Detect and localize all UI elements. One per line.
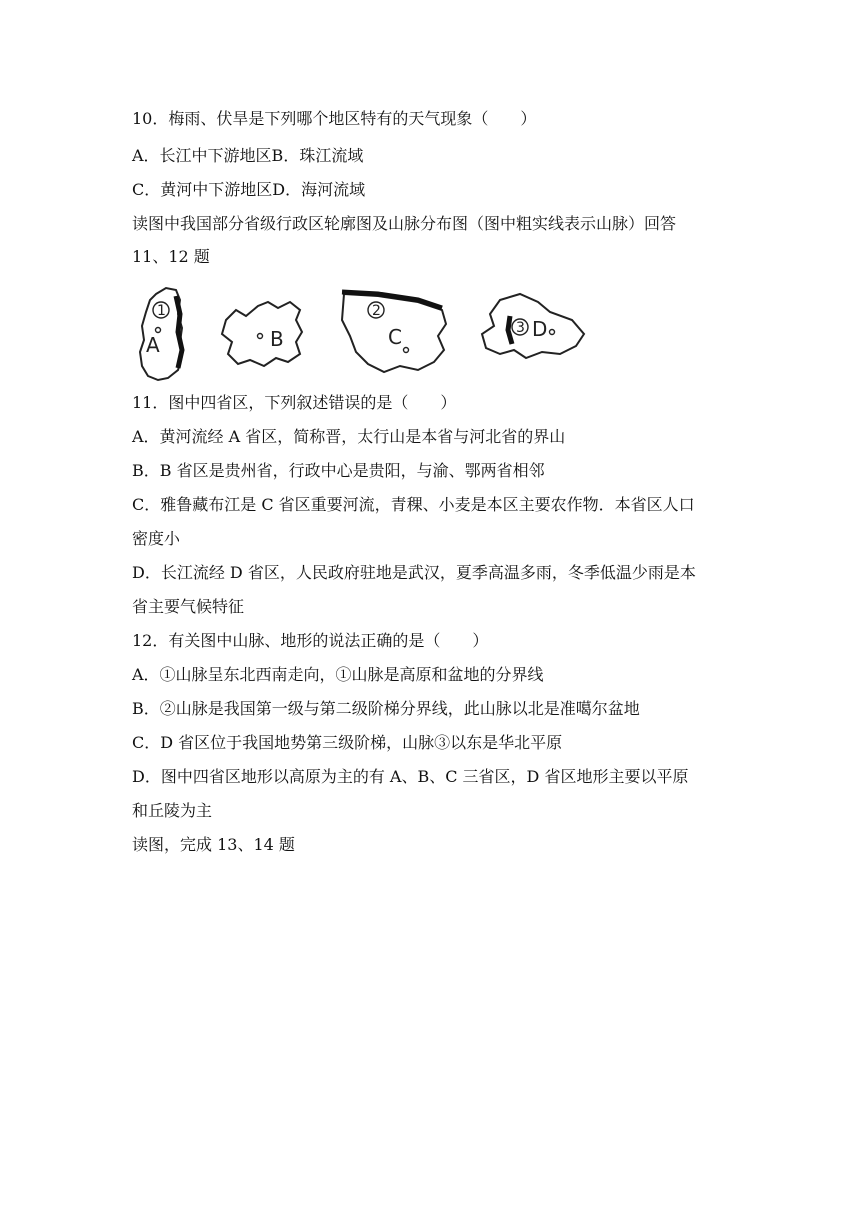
- q12-stem: 12．有关图中山脉、地形的说法正确的是（ ）: [132, 631, 489, 650]
- q12-option-c: C．D 省区位于我国地势第三级阶梯，山脉③以东是华北平原: [132, 733, 563, 752]
- intro-11-12-line1: 读图中我国部分省级行政区轮廓图及山脉分布图（图中粗实线表示山脉）回答: [132, 214, 677, 233]
- province-outline-figure: [128, 280, 598, 382]
- province-outline-svg: [128, 280, 598, 382]
- q11-option-d-line2: 省主要气候特征: [132, 597, 245, 616]
- q10-option-ab: A．长江中下游地区B．珠江流域: [132, 146, 364, 165]
- q11-option-b: B．B 省区是贵州省，行政中心是贵阳，与渝、鄂两省相邻: [132, 461, 545, 480]
- q12-option-d-line1: D．图中四省区地形以高原为主的有 A、B、C 三省区，D 省区地形主要以平原: [132, 767, 689, 786]
- svg-text:2: 2: [372, 303, 381, 319]
- q12-option-d-line2: 和丘陵为主: [132, 801, 213, 820]
- intro-13-14: 读图，完成 13、14 题: [132, 835, 295, 854]
- q11-option-c-line1: C．雅鲁藏布江是 C 省区重要河流，青稞、小麦是本区主要农作物．本省区人口: [132, 495, 695, 514]
- mountain-2-line: [342, 292, 442, 308]
- intro-11-12-line2: 11、12 题: [132, 247, 210, 266]
- q11-option-d-line1: D．长江流经 D 省区，人民政府驻地是武汉，夏季高温多雨，冬季低温少雨是本: [132, 563, 696, 582]
- svg-text:1: 1: [157, 303, 166, 319]
- province-b-label: B: [270, 327, 284, 351]
- q11-option-c-line2: 密度小: [132, 529, 181, 548]
- province-d-label: D: [532, 317, 548, 341]
- svg-text:3: 3: [516, 320, 525, 336]
- province-a-label: A: [146, 333, 160, 357]
- q10-stem: 10．梅雨、伏旱是下列哪个地区特有的天气现象（ ）: [132, 109, 537, 128]
- q11-stem: 11．图中四省区，下列叙述错误的是（ ）: [132, 393, 457, 412]
- q10-option-cd: C．黄河中下游地区D．海河流域: [132, 180, 366, 199]
- mountain-3-line: [508, 316, 512, 344]
- q12-option-a: A．①山脉呈东北西南走向，①山脉是高原和盆地的分界线: [132, 665, 544, 684]
- q12-option-b: B．②山脉是我国第一级与第二级阶梯分界线，此山脉以北是准噶尔盆地: [132, 699, 640, 718]
- q11-option-a: A．黄河流经 A 省区，简称晋，太行山是本省与河北省的界山: [132, 427, 566, 446]
- province-c-label: C: [388, 325, 402, 349]
